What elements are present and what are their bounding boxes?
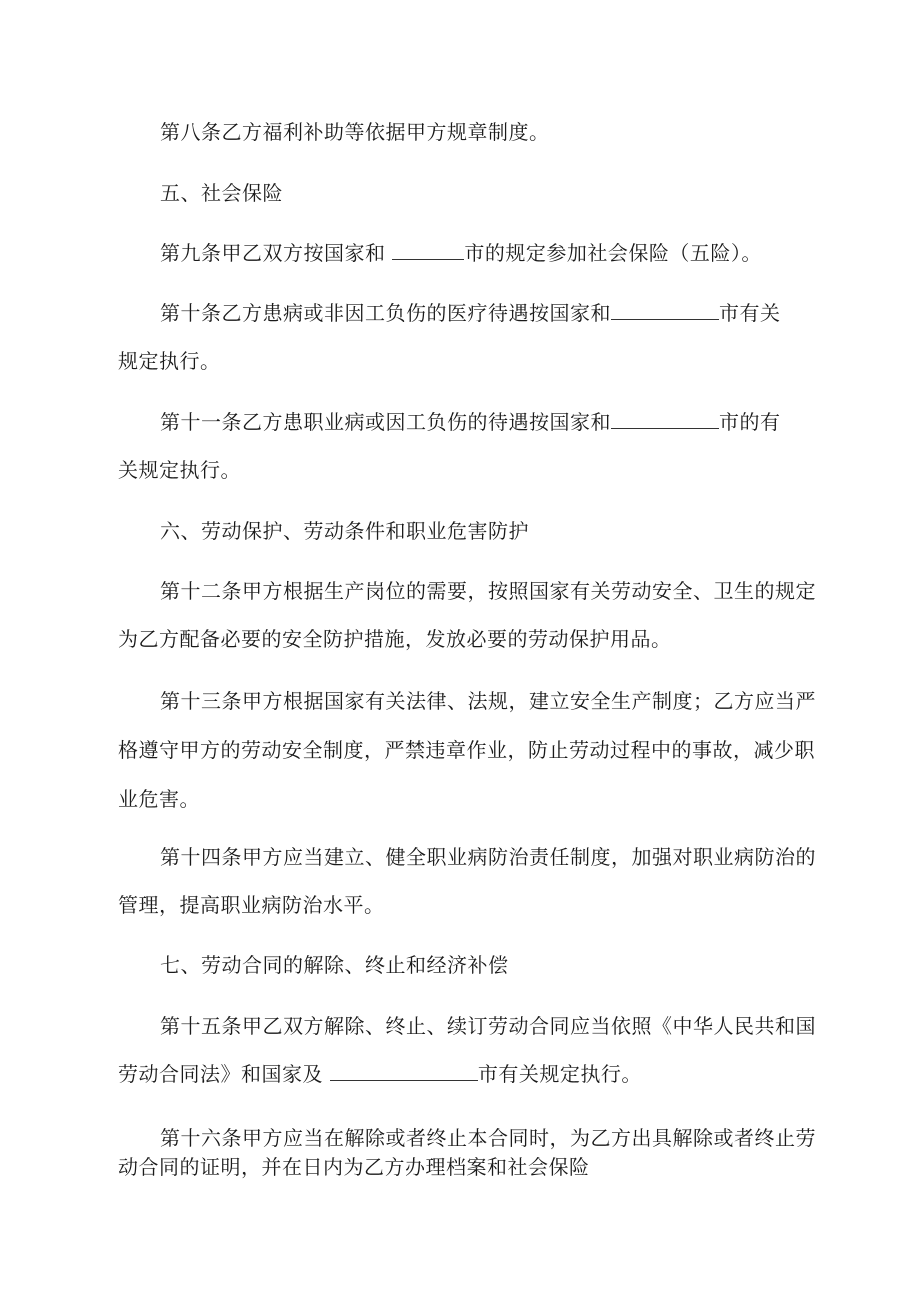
article-11-text-c: 关规定执行。 (118, 458, 241, 482)
article-9 (160, 241, 762, 265)
section-7-heading (160, 953, 509, 977)
section-7-heading-text: 七、劳动合同的解除、终止和经济补偿 (160, 953, 509, 977)
article-11-line-1 (160, 410, 781, 434)
article-12-text-b: 为乙方配备必要的安全防护措施，发放必要的劳动保护用品。 (118, 627, 672, 651)
article-15-text-a: 第十五条甲乙双方解除、终止、续订劳动合同应当依照《中华人民共和国 (160, 1014, 816, 1038)
article-13-text-c: 业危害。 (118, 787, 200, 811)
fill-in-blank (611, 301, 719, 320)
article-14-line-2 (118, 893, 385, 917)
article-16-text-a: 第十六条甲方应当在解除或者终止本合同时，为乙方出具解除或者终止劳 (160, 1126, 816, 1150)
article-15-text-b: 劳动合同法》和国家及 (118, 1062, 330, 1086)
article-13-text-b: 格遵守甲方的劳动安全制度，严禁违章作业，防止劳动过程中的事故，减少职 (118, 738, 815, 762)
section-6-heading-text: 六、劳动保护、劳动条件和职业危害防护 (160, 519, 529, 543)
article-8-text: 第八条乙方福利补助等依据甲方规章制度。 (160, 120, 550, 144)
section-5-heading-text: 五、社会保险 (160, 181, 283, 205)
article-10-text-c: 规定执行。 (118, 349, 221, 373)
article-11-text-b: 市的有 (719, 410, 781, 434)
article-12-line-1 (160, 579, 816, 603)
article-15-line-2 (118, 1062, 642, 1086)
article-11-text-a: 第十一条乙方患职业病或因工负伤的待遇按国家和 (160, 410, 611, 434)
article-13-line-2 (118, 738, 815, 762)
article-9-text-a: 第九条甲乙双方按国家和 (160, 241, 393, 265)
article-14-line-1 (160, 845, 816, 869)
fill-in-blank (611, 410, 719, 429)
article-9-text-b: 市的规定参加社会保险（五险）。 (464, 241, 762, 265)
article-14-text-b: 管理，提高职业病防治水平。 (118, 893, 385, 917)
article-10-line-1 (160, 301, 781, 325)
article-10-line-2 (118, 349, 221, 373)
article-10-text-b: 市有关 (719, 301, 781, 325)
article-15-line-1 (160, 1014, 816, 1038)
article-14-text-a: 第十四条甲方应当建立、健全职业病防治责任制度，加强对职业病防治的 (160, 845, 816, 869)
fill-in-blank (330, 1062, 478, 1081)
article-13-line-3 (118, 787, 200, 811)
fill-in-blank (392, 241, 464, 260)
article-16-text-b: 动合同的证明，并在日内为乙方办理档案和社会保险 (118, 1155, 590, 1179)
article-11-line-2 (118, 458, 241, 482)
section-6-heading (160, 519, 529, 543)
article-13-text-a: 第十三条甲方根据国家有关法律、法规，建立安全生产制度；乙方应当严 (160, 689, 816, 713)
article-12-text-a: 第十二条甲方根据生产岗位的需要，按照国家有关劳动安全、卫生的规定 (160, 579, 816, 603)
article-16-line-1 (160, 1126, 816, 1150)
article-10-text-a: 第十条乙方患病或非因工负伤的医疗待遇按国家和 (160, 301, 611, 325)
article-16-line-2 (118, 1155, 590, 1179)
article-13-line-1 (160, 689, 816, 713)
article-12-line-2 (118, 627, 672, 651)
section-5-heading (160, 181, 283, 205)
article-8 (160, 120, 550, 144)
article-15-text-c: 市有关规定执行。 (477, 1062, 642, 1086)
